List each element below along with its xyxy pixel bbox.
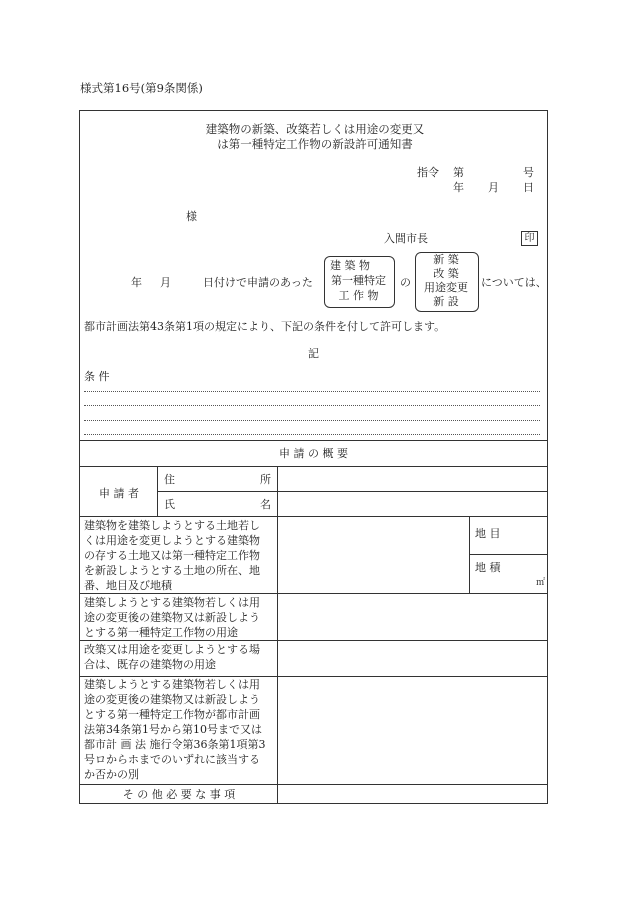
doc-number-prefix: 指令 bbox=[417, 166, 439, 179]
notice-tail: については、 bbox=[481, 276, 547, 289]
applicability-line-6: 号ロからホまでのいずれに該当する bbox=[84, 753, 260, 766]
document-title-line1: 建築物の新築、改築若しくは用途の変更又 bbox=[205, 122, 425, 136]
address-label bbox=[164, 472, 271, 487]
chimoku-label: 地 目 bbox=[475, 527, 501, 540]
seal-mark: 印 bbox=[521, 231, 538, 246]
land-line-5: 番、地目及び地積 bbox=[84, 579, 172, 592]
type-b-4: 新 設 bbox=[433, 295, 459, 308]
type-b-1: 新 築 bbox=[433, 253, 459, 266]
date-month: 月 bbox=[488, 181, 499, 194]
applicability-line-4: 法第34条第1号から第10号まで又は bbox=[84, 723, 262, 736]
condition-line-2 bbox=[84, 405, 540, 406]
name-label bbox=[164, 497, 271, 512]
applicability-line-7: か否かの別 bbox=[84, 768, 139, 781]
applicability-line-2: 途の変更後の建築物又は新設しよう bbox=[84, 693, 260, 706]
use-line-2: 途の変更後の建築物又は新設しよう bbox=[84, 611, 260, 624]
existing-line-2: 合は、既存の建築物の用途 bbox=[84, 658, 216, 671]
applicant-label: 申 請 者 bbox=[99, 487, 139, 500]
applicability-line-5: 都市計 画 法 施行令第36条第1項第3 bbox=[84, 738, 266, 751]
summary-header: 申 請 の 概 要 bbox=[279, 447, 348, 460]
date-day: 日 bbox=[523, 181, 534, 194]
land-line-3: の存する土地又は第一種特定工作物 bbox=[84, 549, 260, 562]
notice-body: 都市計画法第43条第1項の規定により、下記の条件を付して許可します。 bbox=[84, 320, 446, 333]
address-label-2: 所 bbox=[260, 473, 271, 486]
conditions-label: 条 件 bbox=[84, 370, 110, 383]
notice-no: の bbox=[400, 276, 411, 289]
rule-4 bbox=[469, 554, 548, 555]
notice-month: 月 bbox=[160, 276, 171, 289]
rule-2 bbox=[157, 491, 548, 492]
address-label-1: 住 bbox=[164, 473, 175, 486]
type-a-3: 工 作 物 bbox=[338, 289, 379, 302]
rule-3 bbox=[79, 516, 548, 517]
form-number: 様式第16号(第9条関係) bbox=[80, 81, 203, 95]
doc-number-go: 号 bbox=[523, 166, 534, 179]
type-b-3: 用途変更 bbox=[424, 281, 468, 294]
date-year: 年 bbox=[453, 181, 464, 194]
other-matters-label: そ の 他 必 要 な 事 項 bbox=[122, 788, 236, 801]
condition-line-1 bbox=[84, 391, 540, 392]
applicability-line-1: 建築しようとする建築物若しくは用 bbox=[84, 678, 260, 691]
existing-line-1: 改築又は用途を変更しようとする場 bbox=[84, 643, 260, 656]
condition-line-3 bbox=[84, 420, 540, 421]
issuer: 入間市長 bbox=[384, 232, 428, 245]
use-line-1: 建築しようとする建築物若しくは用 bbox=[84, 596, 260, 609]
section-divider bbox=[79, 440, 548, 441]
use-line-3: とする第一種特定工作物の用途 bbox=[84, 626, 238, 639]
rule-6 bbox=[79, 640, 548, 641]
land-line-2: くは用途を変更しようとする建築物 bbox=[84, 534, 260, 547]
existing-use-label bbox=[84, 642, 274, 672]
applicability-line-3: とする第一種特定工作物が都市計画 bbox=[84, 708, 260, 721]
ki-mark: 記 bbox=[308, 347, 319, 360]
name-label-2: 名 bbox=[260, 498, 271, 511]
land-line-1: 建築物を建築しようとする土地若し bbox=[84, 519, 260, 532]
use-label bbox=[84, 595, 274, 640]
land-location-label bbox=[84, 518, 274, 593]
rule-1 bbox=[79, 466, 548, 467]
document-title-line2: は第一種特定工作物の新設許可通知書 bbox=[217, 137, 413, 151]
doc-number-dai: 第 bbox=[453, 166, 464, 179]
rule-8 bbox=[79, 784, 548, 785]
condition-line-4 bbox=[84, 434, 540, 435]
type-b-2: 改 築 bbox=[433, 267, 459, 280]
type-a-2: 第一種特定 bbox=[331, 274, 386, 287]
addressee-suffix: 様 bbox=[186, 210, 197, 223]
notice-year: 年 bbox=[131, 276, 142, 289]
name-label-1: 氏 bbox=[164, 498, 175, 511]
notice-day-tail: 日付けで申請のあった bbox=[203, 276, 313, 289]
rule-5 bbox=[79, 593, 548, 594]
land-line-4: を新設しようとする土地の所在、地 bbox=[84, 564, 260, 577]
type-a-1: 建 築 物 bbox=[330, 259, 370, 272]
applicability-label bbox=[84, 677, 274, 782]
area-unit: ㎡ bbox=[536, 578, 546, 588]
chiseki-label: 地 積 bbox=[475, 561, 501, 574]
